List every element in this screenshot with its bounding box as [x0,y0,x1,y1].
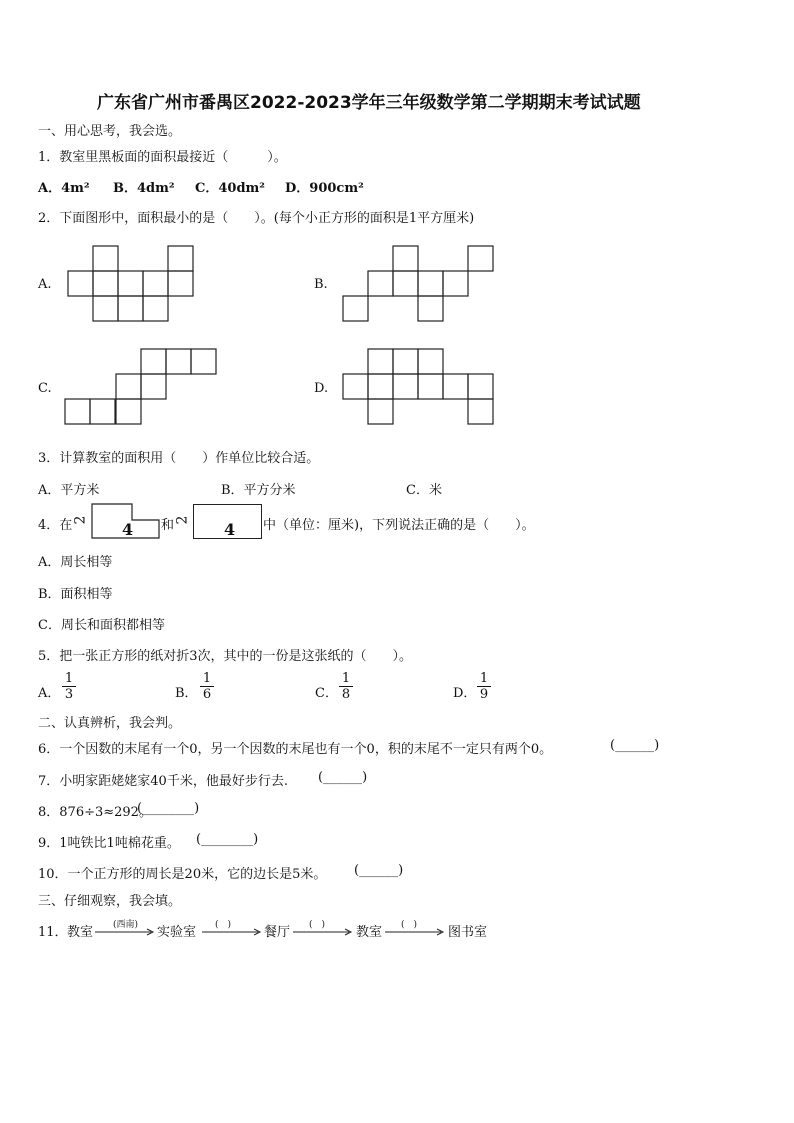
q4-fig2-width-label: 4 [224,520,236,539]
section-2-heading: 二、认真辨析，我会判。 [38,716,182,731]
q2-label-d: D. [314,381,329,396]
q11-arrow-3-label[interactable]: ( ) [309,920,326,930]
q9-answer-blank[interactable]: (________) [196,832,259,847]
section-1-heading: 一、用心思考，我会选。 [38,124,182,139]
q11-place-4: 教室 [356,925,383,940]
question-4-mid: 和 [161,518,175,533]
q2-figure-d [343,349,497,427]
q6-answer-blank[interactable]: (______) [610,738,660,753]
q4-fig1-height-label: 2 [72,515,89,525]
q4-fig2-height-label: 2 [174,515,191,525]
q11-place-1: 教室 [67,925,94,940]
q5-label-c: C． [315,686,338,701]
q1-option-d: D．900cm² [285,181,364,196]
q11-arrow-1-label: (西南) [113,920,139,930]
question-8: 8．876÷3≈292。 [38,805,152,820]
question-3-stem: 3．计算教室的面积用（ ）作单位比较合适。 [38,451,320,466]
q11-arrow-1 [95,928,155,936]
q2-figure-a [68,246,194,324]
q5-label-d: D． [453,686,477,701]
q11-place-5: 图书室 [448,925,488,940]
q5-fraction-d: $\frac{1}{9}$ [477,671,491,703]
question-9: 9．1吨铁比1吨棉花重。 [38,836,180,851]
q11-arrow-4 [385,928,445,936]
q8-answer-blank[interactable]: (________) [137,801,200,816]
q4-option-c: C．周长和面积都相等 [38,618,165,633]
q11-arrow-4-label[interactable]: ( ) [401,920,418,930]
question-11-number: 11． [38,925,68,940]
q11-arrow-3 [293,928,353,936]
question-4-suffix: 中（单位：厘米)，下列说法正确的是（ ）。 [263,518,535,533]
q3-option-a: A．平方米 [38,483,100,498]
q1-option-a: A．4m² [38,181,90,196]
question-7: 7．小明家距姥姥家40千米，他最好步行去. [38,774,288,789]
q5-fraction-c: $\frac{1}{8}$ [339,671,353,703]
question-5-stem: 5．把一张正方形的纸对折3次，其中的一份是这张纸的（ ）。 [38,649,413,664]
q5-label-a: A． [38,686,61,701]
q3-option-c: C．米 [406,483,442,498]
q5-fraction-a: $\frac{1}{3}$ [62,671,76,703]
question-10: 10．一个正方形的周长是20米，它的边长是5米。 [38,867,327,882]
section-3-heading: 三、仔细观察，我会填。 [38,894,182,909]
q5-fraction-b: $\frac{1}{6}$ [200,671,214,703]
q1-option-b: B．4dm² [113,181,175,196]
q1-option-c: C．40dm² [195,181,265,196]
q10-answer-blank[interactable]: (______) [354,863,404,878]
q2-label-c: C. [38,381,52,396]
q2-label-b: B. [314,277,328,292]
question-4-prefix: 4．在 [38,518,73,533]
q11-arrow-2-label[interactable]: ( ) [215,920,232,930]
q3-option-b: B．平方分米 [221,483,296,498]
q5-label-b: B． [175,686,198,701]
q11-place-3: 餐厅 [264,925,291,940]
q7-answer-blank[interactable]: (______) [318,770,368,785]
question-2-stem: 2．下面图形中，面积最小的是（ ）。(每个小正方形的面积是1平方厘米) [38,211,475,226]
question-6: 6．一个因数的末尾有一个0，另一个因数的末尾也有一个0，积的末尾不一定只有两个0。 [38,742,553,757]
q11-place-2: 实验室 [157,925,197,940]
page-title: 广东省广州市番禺区2022-2023学年三年级数学第二学期期末考试试题 [97,93,641,113]
q11-arrow-2 [202,928,262,936]
q4-option-b: B．面积相等 [38,587,113,602]
q2-figure-c [65,349,219,427]
question-1-stem: 1．教室里黑板面的面积最接近（ ）。 [38,150,287,165]
q2-label-a: A. [38,277,52,292]
q4-option-a: A．周长相等 [38,555,113,570]
q4-fig1-width-label: 4 [122,520,134,539]
q2-figure-b [343,246,493,324]
